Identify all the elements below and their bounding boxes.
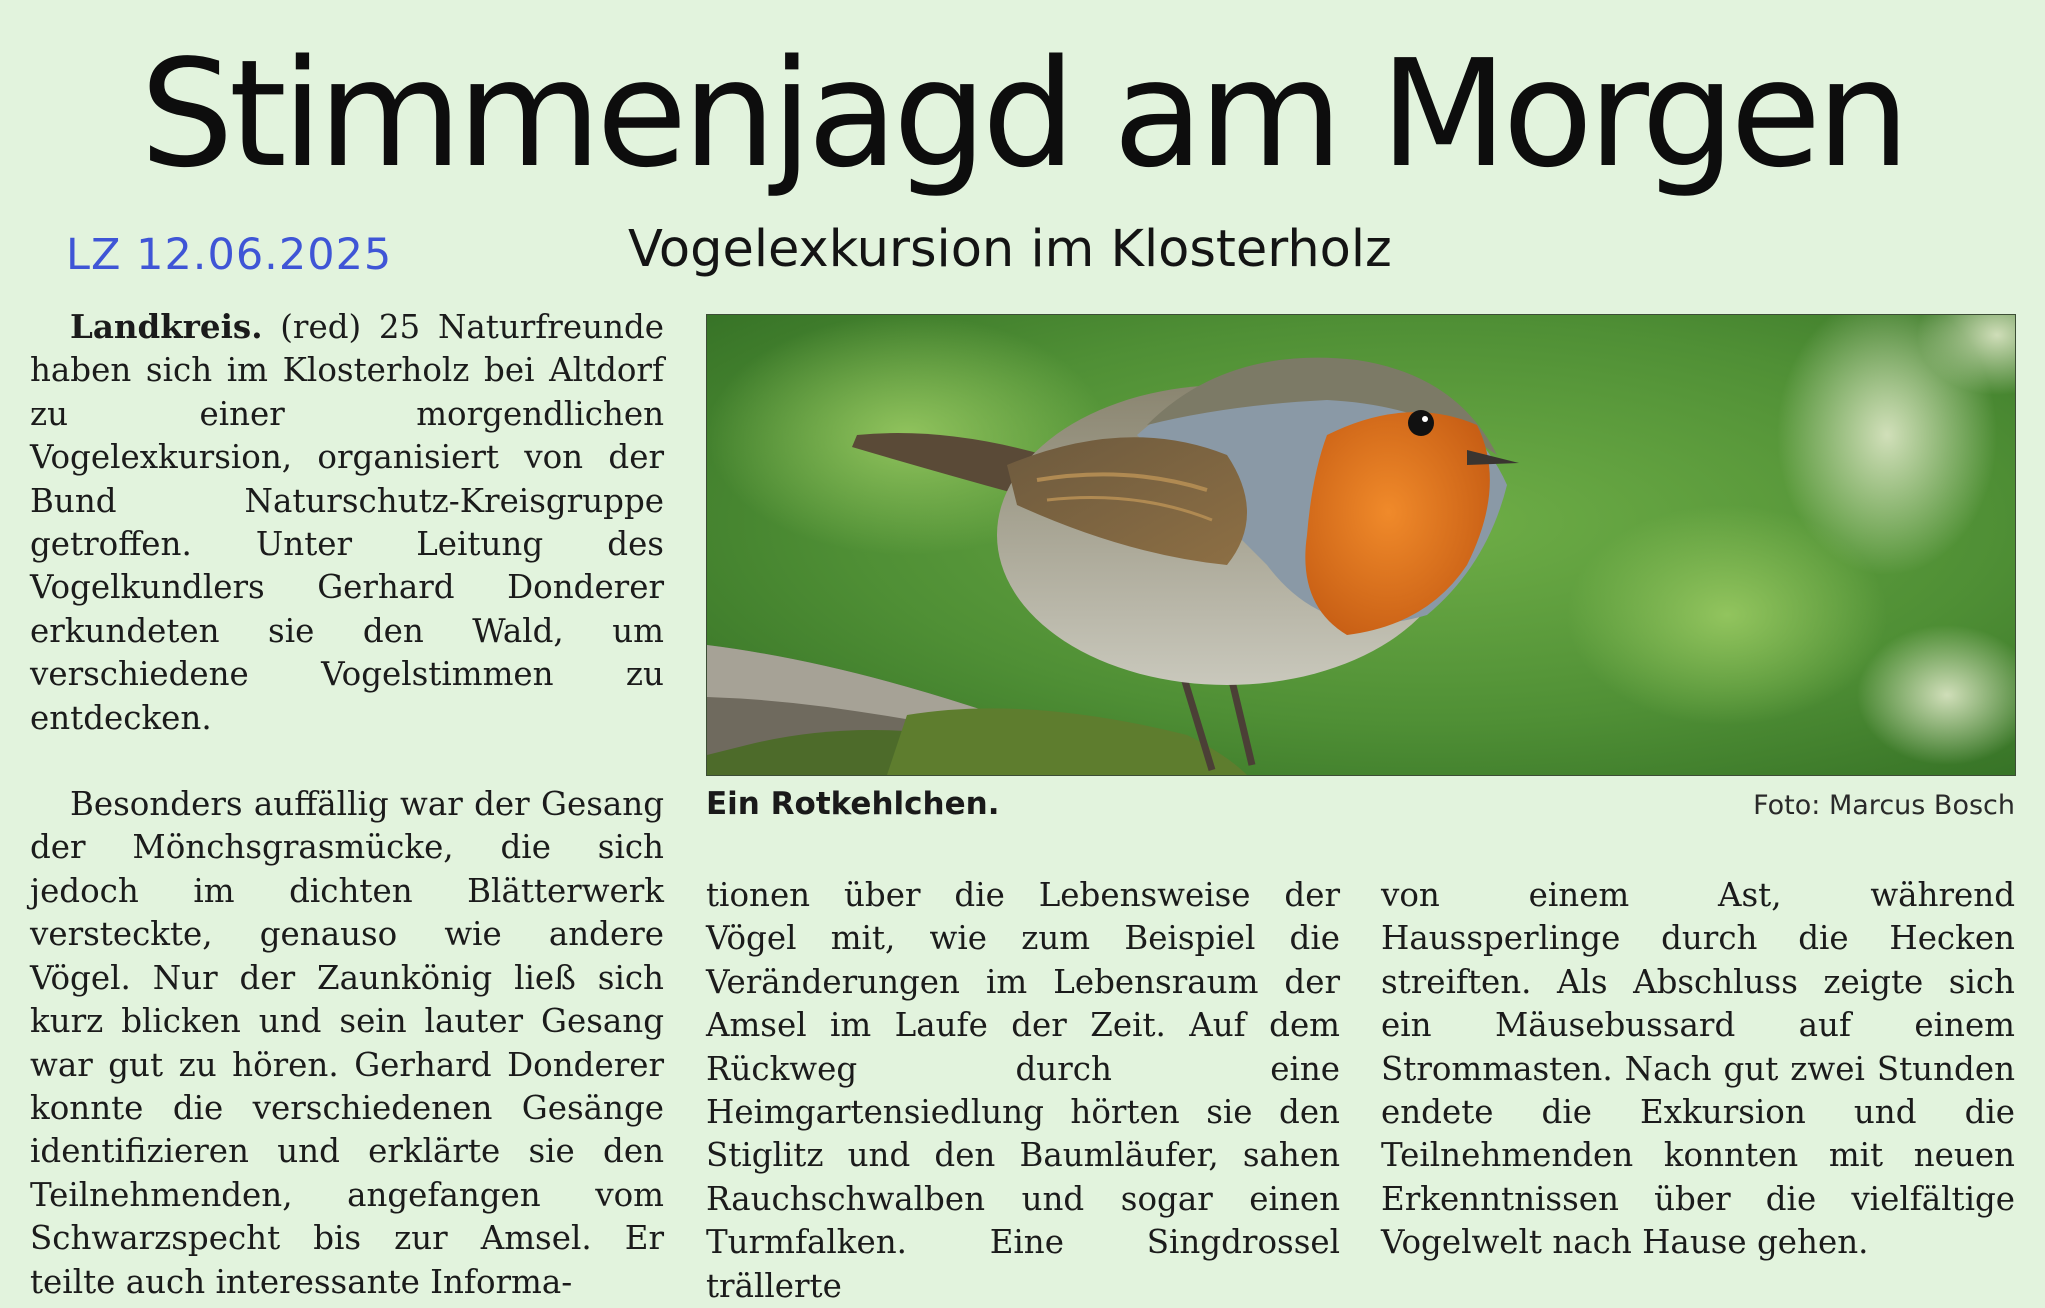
robin-photo bbox=[706, 314, 2016, 776]
subheadline: Vogelexkursion im Klosterholz bbox=[628, 220, 1392, 279]
date-stamp: LZ 12.06.2025 bbox=[66, 230, 393, 280]
article-column-3-text: von einem Ast, während Haussperlinge durch die Hecken streiften. Als Abschluss zeigte sich ein Mäusebussard auf einem Strommasten. Nach gut zwei Stunden endete die Exkursion und die Teilnehmenden konnten mit neuen Erkenntnissen über die vielfältige Vogelwelt nach Hause gehen. bbox=[1381, 876, 2015, 1262]
robin-illustration bbox=[707, 315, 2015, 775]
article-column-2 bbox=[706, 874, 1340, 1308]
article-paragraph-1-text: (red) 25 Naturfreunde haben sich im Klosterholz bei Altdorf zu einer morgendlichen Vogelexkursion, organisiert von der Bund Naturschutz-Kreisgruppe getroffen. Unter Leitung des Vogelkundlers Gerhard Donderer erkundeten sie den Wald, um verschiedene Vogelstimmen zu entdecken. bbox=[30, 308, 664, 737]
dateline: Landkreis. bbox=[70, 307, 263, 346]
article-column-1 bbox=[30, 305, 664, 1304]
article-paragraph-2: Besonders auffällig war der Gesang der Mönchsgrasmücke, die sich jedoch im dichten Blätterwerk versteckte, genauso wie andere Vögel. Nur der Zaunkönig ließ sich kurz blicken und sein lauter Gesang war gut zu hören. Gerhard Donderer konnte die verschiedenen Gesänge identifizieren und erklärte sie den Teilnehmenden, angefangen vom Schwarzspecht bis zur Amsel. Er teilte auch interessante Informa- bbox=[30, 785, 664, 1301]
article-column-3 bbox=[1381, 874, 2015, 1265]
photo-caption: Ein Rotkehlchen. bbox=[706, 786, 1000, 822]
headline: Stimmenjagd am Morgen bbox=[139, 28, 1906, 200]
photo-credit: Foto: Marcus Bosch bbox=[1753, 790, 2015, 821]
article-paragraph-1 bbox=[30, 305, 664, 740]
article-column-2-text: tionen über die Lebensweise der Vögel mit, wie zum Beispiel die Veränderungen im Lebensraum der Amsel im Laufe der Zeit. Auf dem Rückweg durch eine Heimgartensiedlung hörten sie den Stiglitz und den Baumläufer, sahen Rauchschwalben und sogar einen Turmfalken. Eine Singdrossel trällerte bbox=[706, 876, 1340, 1305]
